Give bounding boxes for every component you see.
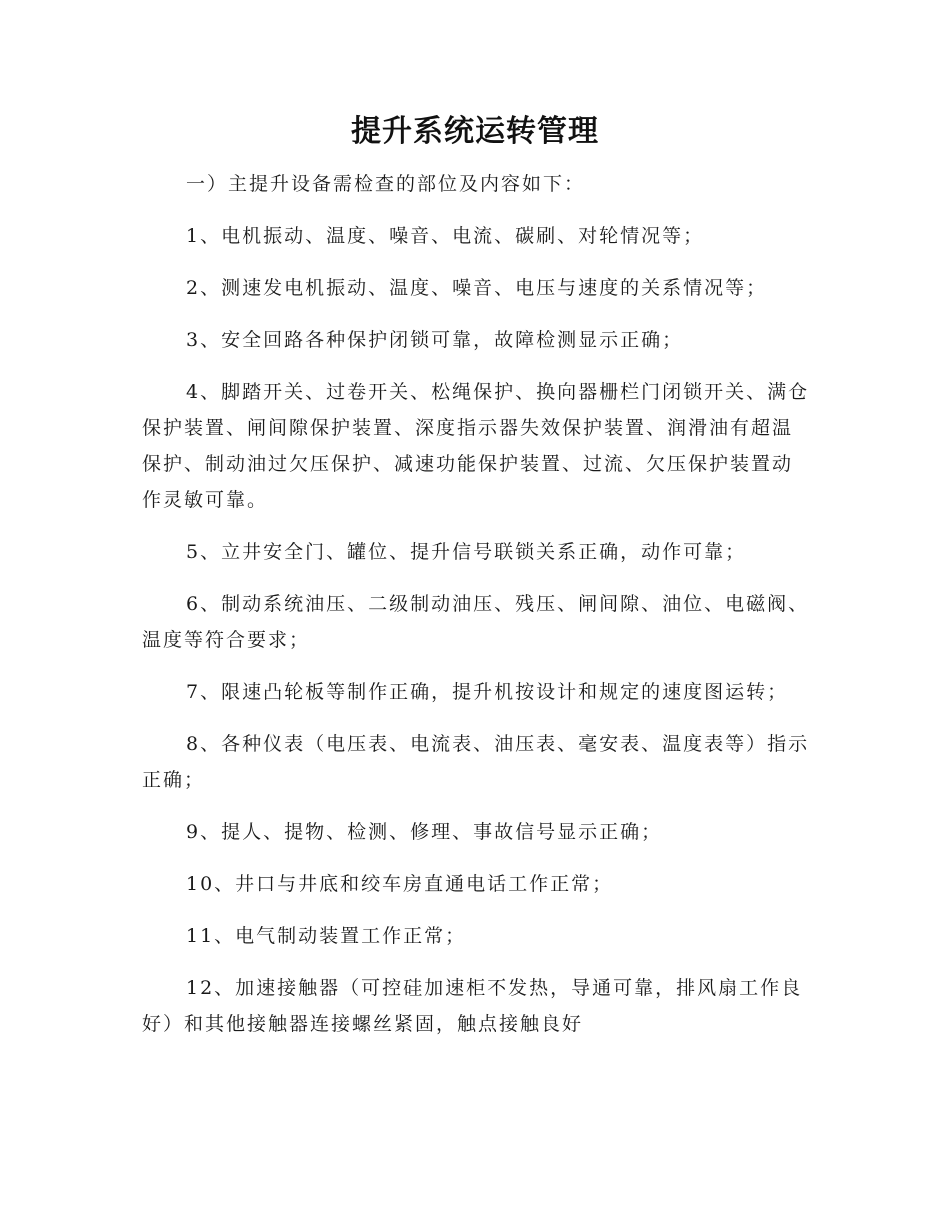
item-7-paragraph: 7、限速凸轮板等制作正确，提升机按设计和规定的速度图运转； [186, 681, 789, 703]
intro-paragraph: 一）主提升设备需检查的部位及内容如下： [186, 173, 586, 195]
item-3-paragraph: 3、安全回路各种保护闭锁可靠，故障检测显示正确； [186, 329, 684, 351]
document-body [142, 166, 810, 1058]
item-8-paragraph: 8、各种仪表（电压表、电流表、油压表、毫安表、温度表等）指示正确； [142, 733, 810, 791]
item-4-paragraph: 4、脚踏开关、过卷开关、松绳保护、换向器栅栏门闭锁开关、满仓保护装置、闸间隙保护装置、深度指示器失效保护装置、润滑油有超温保护、制动油过欠压保护、减速功能保护装置、过流、欠压保护装置动作灵敏可靠。 [142, 381, 810, 511]
item-5-paragraph: 5、立井安全门、罐位、提升信号联锁关系正确，动作可靠； [186, 541, 747, 563]
item-10-paragraph: 10、井口与井底和绞车房直通电话工作正常； [186, 873, 614, 895]
item-1-paragraph: 1、电机振动、温度、噪音、电流、碳刷、对轮情况等； [186, 225, 705, 247]
item-11-paragraph: 11、电气制动装置工作正常； [186, 925, 467, 947]
item-9-paragraph: 9、提人、提物、检测、修理、事故信号显示正确； [186, 821, 663, 843]
item-12-paragraph: 12、加速接触器（可控硅加速柜不发热，导通可靠，排风扇工作良好）和其他接触器连接螺丝紧固，触点接触良好 [142, 977, 803, 1035]
document-title: 提升系统运转管理 [351, 114, 599, 149]
item-6-paragraph: 6、制动系统油压、二级制动油压、残压、闸间隙、油位、电磁阀、温度等符合要求； [142, 593, 810, 651]
item-2-paragraph: 2、测速发电机振动、温度、噪音、电压与速度的关系情况等； [186, 277, 768, 299]
